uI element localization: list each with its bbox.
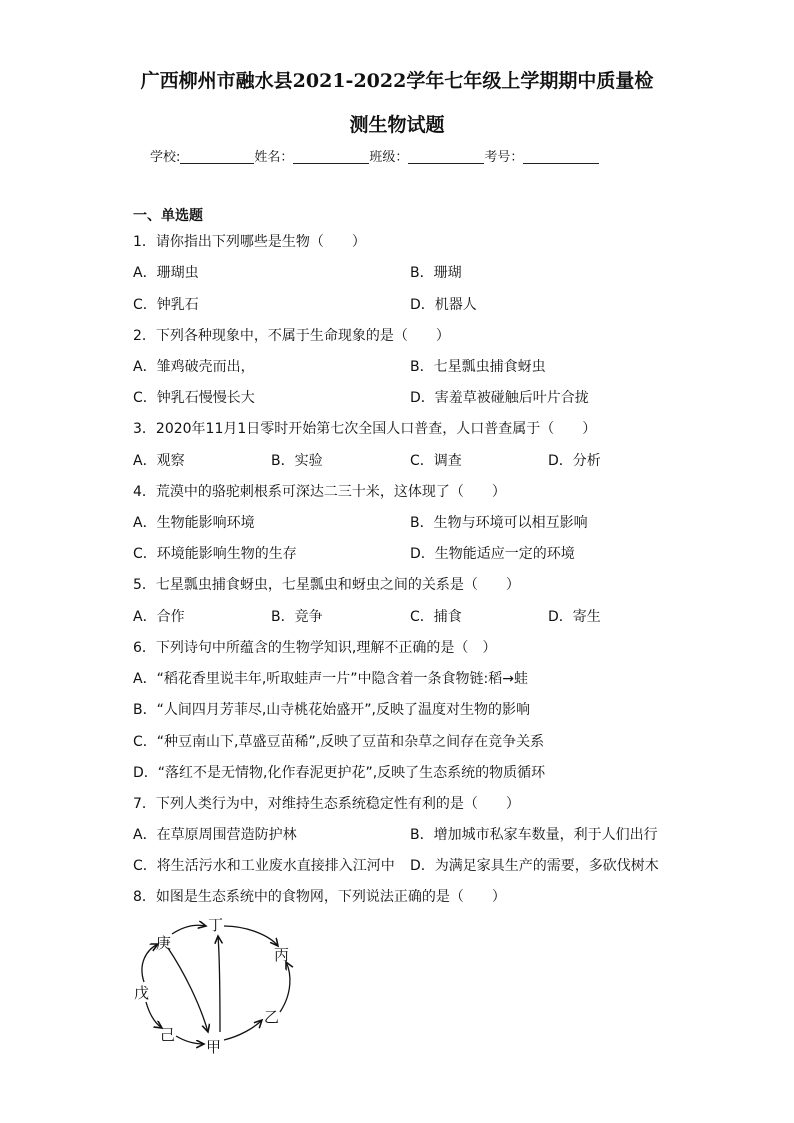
option-a: A．观察 [133, 453, 185, 469]
option-b: B．竞争 [271, 609, 323, 625]
node-wu: 戊 [134, 984, 150, 1002]
node-jia: 甲 [206, 1038, 222, 1056]
arrow-yi-bing [280, 962, 290, 1012]
arrow-ji-jia [176, 1036, 204, 1044]
arrow-ding-bing [224, 926, 278, 946]
question-stem: 1．请你指出下列哪些是生物（ ） [133, 234, 366, 250]
class-blank[interactable] [408, 149, 484, 164]
option-a: A．“稻花香里说丰年,听取蛙声一片”中隐含着一条食物链:稻→蛙 [133, 671, 528, 687]
node-ding: 丁 [208, 916, 224, 934]
node-ji: 己 [160, 1026, 176, 1044]
option-b: B．生物与环境可以相互影响 [410, 515, 588, 531]
name-blank[interactable] [293, 149, 369, 164]
node-bing: 丙 [274, 946, 290, 964]
option-a: A．合作 [133, 609, 185, 625]
option-c: C．捕食 [410, 609, 462, 625]
arrow-wu-ji [146, 1002, 162, 1028]
option-d: D．生物能适应一定的环境 [410, 546, 575, 562]
question-stem: 2．下列各种现象中，不属于生命现象的是（ ） [133, 328, 450, 344]
node-geng: 庚 [156, 934, 172, 952]
option-d: D．害羞草被碰触后叶片合拢 [410, 390, 589, 406]
option-c: C．“种豆南山下,草盛豆苗稀”,反映了豆苗和杂草之间存在竞争关系 [133, 734, 545, 750]
school-blank[interactable] [180, 149, 254, 164]
class-label: 班级： [369, 150, 409, 165]
arrow-geng-jia [168, 948, 208, 1032]
exam-no-label: 考号： [484, 150, 524, 165]
option-a: A．珊瑚虫 [133, 265, 199, 281]
section-title: 一、单选题 [133, 208, 203, 224]
option-d: D．“落红不是无情物,化作春泥更护花”,反映了生态系统的物质循环 [133, 765, 546, 781]
question-stem: 4．荒漠中的骆驼刺根系可深达二三十米，这体现了（ ） [133, 484, 506, 500]
option-b: B．七星瓢虫捕食蚜虫 [410, 359, 546, 375]
question-stem: 6．下列诗句中所蕴含的生物学知识,理解不正确的是（ ） [133, 640, 497, 656]
option-d: D．分析 [548, 453, 601, 469]
question-stem: 5．七星瓢虫捕食蚜虫，七星瓢虫和蚜虫之间的关系是（ ） [133, 577, 520, 593]
option-d: D．为满足家具生产的需要，多砍伐树木 [410, 858, 659, 874]
node-yi: 乙 [264, 1008, 280, 1026]
option-d: D．寄生 [548, 609, 601, 625]
food-web-diagram [128, 912, 308, 1062]
exam-title-line1: 广西柳州市融水县2021-2022学年七年级上学期期中质量检 [140, 70, 654, 92]
option-b: B．增加城市私家车数量，利于人们出行 [410, 827, 658, 843]
option-c: C．环境能影响生物的生存 [133, 546, 297, 562]
exam-no-blank[interactable] [523, 149, 599, 164]
arrow-jia-ding [218, 936, 220, 1032]
option-a: A．生物能影响环境 [133, 515, 255, 531]
option-b: B．实验 [271, 453, 323, 469]
student-info-line [150, 146, 599, 165]
question-stem: 3．2020年11月1日零时开始第七次全国人口普查，人口普查属于（ ） [133, 421, 597, 437]
question-stem: 8．如图是生态系统中的食物网，下列说法正确的是（ ） [133, 889, 506, 905]
option-b: B．“人间四月芳菲尽,山寺桃花始盛开”,反映了温度对生物的影响 [133, 702, 531, 718]
option-c: C．钟乳石慢慢长大 [133, 390, 255, 406]
name-label: 姓名： [254, 150, 294, 165]
option-a: A．在草原周围营造防护林 [133, 827, 297, 843]
exam-title-line2: 测生物试题 [349, 114, 445, 136]
option-a: A．雏鸡破壳而出， [133, 359, 255, 375]
school-label: 学校: [150, 150, 181, 165]
option-c: C．钟乳石 [133, 297, 199, 313]
question-stem: 7．下列人类行为中，对维持生态系统稳定性有利的是（ ） [133, 796, 520, 812]
arrow-geng-ding [172, 925, 206, 934]
option-d: D．机器人 [410, 297, 477, 313]
arrow-jia-yi [224, 1020, 262, 1040]
option-c: C．将生活污水和工业废水直接排入江河中 [133, 858, 395, 874]
option-b: B．珊瑚 [410, 265, 462, 281]
option-c: C．调查 [410, 453, 462, 469]
